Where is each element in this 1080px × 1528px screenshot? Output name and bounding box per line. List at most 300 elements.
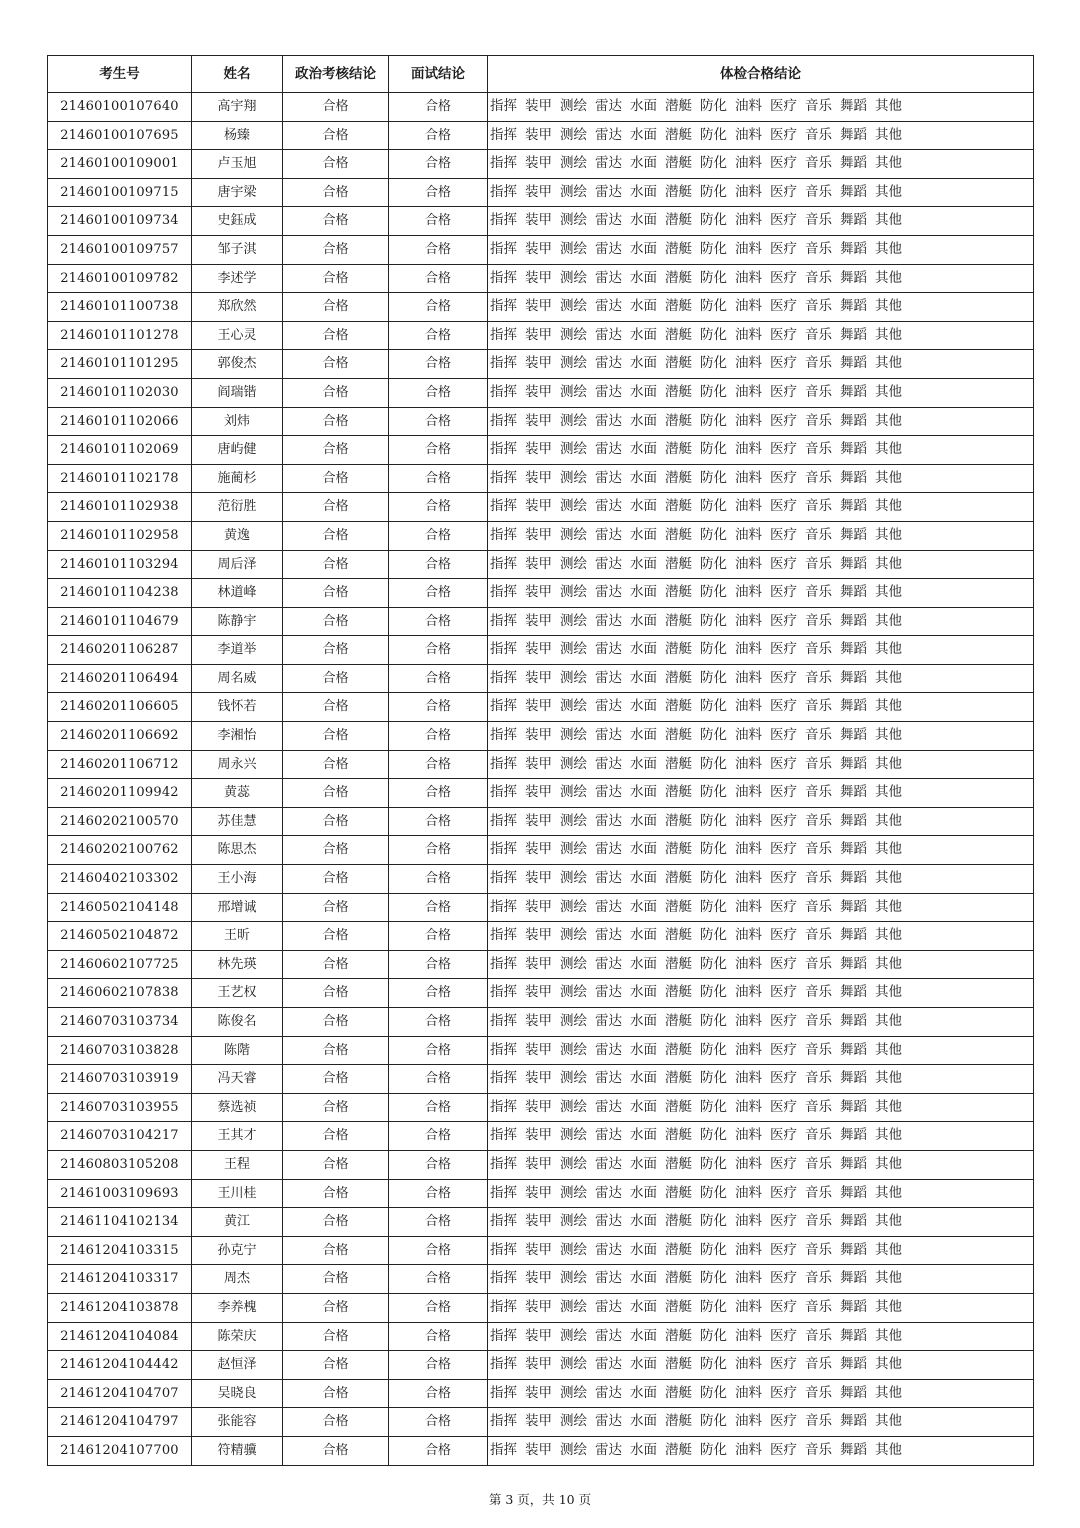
physical-category: 油料 bbox=[735, 727, 762, 744]
name-cell: 陈荣庆 bbox=[192, 1322, 283, 1351]
physical-category: 潜艇 bbox=[665, 1155, 692, 1172]
physical-category: 装甲 bbox=[525, 841, 552, 858]
physical-category: 音乐 bbox=[805, 98, 832, 114]
political-result-cell: 合格 bbox=[283, 636, 389, 665]
physical-category: 音乐 bbox=[805, 383, 832, 400]
name-cell: 邹子淇 bbox=[192, 235, 283, 264]
table-row bbox=[48, 321, 1034, 350]
physical-category: 医疗 bbox=[770, 1127, 797, 1144]
physical-category: 潜艇 bbox=[665, 841, 692, 858]
physical-category: 指挥 bbox=[490, 498, 517, 515]
physical-category: 指挥 bbox=[490, 927, 517, 944]
interview-result-cell: 合格 bbox=[389, 579, 488, 608]
physical-category: 音乐 bbox=[805, 1184, 832, 1201]
physical-category: 防化 bbox=[700, 383, 727, 400]
physical-category: 油料 bbox=[735, 1384, 762, 1401]
physical-category: 雷达 bbox=[595, 240, 622, 257]
physical-category: 潜艇 bbox=[665, 1413, 692, 1430]
physical-category: 防化 bbox=[700, 441, 727, 458]
physical-category: 测绘 bbox=[560, 1441, 587, 1458]
physical-category: 潜艇 bbox=[665, 155, 692, 172]
exam-id-cell: 21461204107700 bbox=[48, 1436, 192, 1465]
physical-category: 音乐 bbox=[805, 584, 832, 601]
physical-category: 装甲 bbox=[525, 412, 552, 429]
name-cell: 陈静宇 bbox=[192, 607, 283, 636]
exam-id-cell: 21460202100762 bbox=[48, 836, 192, 865]
political-result-cell: 合格 bbox=[283, 464, 389, 493]
exam-id-cell: 21460201106494 bbox=[48, 664, 192, 693]
physical-category: 舞蹈 bbox=[840, 469, 867, 486]
exam-id-cell: 21460100109782 bbox=[48, 264, 192, 293]
physical-category: 其他 bbox=[875, 784, 902, 801]
physical-category: 水面 bbox=[630, 183, 657, 200]
table-row bbox=[48, 579, 1034, 608]
physical-category: 测绘 bbox=[560, 698, 587, 715]
interview-result-cell: 合格 bbox=[389, 1065, 488, 1094]
political-result-cell: 合格 bbox=[283, 1293, 389, 1322]
physical-category: 油料 bbox=[735, 1241, 762, 1258]
physical-category: 医疗 bbox=[770, 1356, 797, 1373]
physical-category: 指挥 bbox=[490, 984, 517, 1001]
interview-result-cell: 合格 bbox=[389, 235, 488, 264]
physical-result-cell bbox=[488, 722, 1034, 751]
physical-result-cell bbox=[488, 664, 1034, 693]
physical-category: 油料 bbox=[735, 498, 762, 515]
physical-category: 指挥 bbox=[490, 1356, 517, 1373]
interview-result-cell: 合格 bbox=[389, 550, 488, 579]
physical-category: 测绘 bbox=[560, 1270, 587, 1287]
physical-category: 防化 bbox=[700, 641, 727, 658]
physical-category: 测绘 bbox=[560, 727, 587, 744]
table-row bbox=[48, 1179, 1034, 1208]
physical-category: 测绘 bbox=[560, 1413, 587, 1430]
name-cell: 杨臻 bbox=[192, 121, 283, 150]
political-result-cell: 合格 bbox=[283, 1208, 389, 1237]
physical-category: 雷达 bbox=[595, 584, 622, 601]
physical-category: 测绘 bbox=[560, 183, 587, 200]
table-header-row bbox=[48, 56, 1034, 93]
physical-category: 防化 bbox=[700, 927, 727, 944]
physical-category: 雷达 bbox=[595, 1413, 622, 1430]
physical-category: 测绘 bbox=[560, 1241, 587, 1258]
physical-category: 舞蹈 bbox=[840, 612, 867, 629]
physical-category: 测绘 bbox=[560, 383, 587, 400]
exam-id-cell: 21460101101278 bbox=[48, 321, 192, 350]
physical-category: 水面 bbox=[630, 1441, 657, 1458]
exam-id-cell: 21461204103878 bbox=[48, 1293, 192, 1322]
table-row bbox=[48, 464, 1034, 493]
exam-id-cell: 21460201106712 bbox=[48, 750, 192, 779]
physical-category: 测绘 bbox=[560, 298, 587, 315]
name-cell: 李养槐 bbox=[192, 1293, 283, 1322]
exam-id-cell: 21460100109734 bbox=[48, 207, 192, 236]
exam-id-cell: 21460101102030 bbox=[48, 378, 192, 407]
physical-category: 舞蹈 bbox=[840, 1070, 867, 1087]
table-row bbox=[48, 636, 1034, 665]
table-row bbox=[48, 93, 1034, 122]
physical-category: 油料 bbox=[735, 669, 762, 686]
physical-category: 音乐 bbox=[805, 355, 832, 372]
physical-category: 指挥 bbox=[490, 298, 517, 315]
physical-category: 防化 bbox=[700, 212, 727, 229]
physical-category: 医疗 bbox=[770, 1241, 797, 1258]
interview-result-cell: 合格 bbox=[389, 493, 488, 522]
physical-category: 指挥 bbox=[490, 326, 517, 343]
physical-category: 防化 bbox=[700, 240, 727, 257]
physical-category: 防化 bbox=[700, 669, 727, 686]
physical-category: 水面 bbox=[630, 441, 657, 458]
physical-category: 装甲 bbox=[525, 383, 552, 400]
physical-category: 油料 bbox=[735, 412, 762, 429]
physical-category: 其他 bbox=[875, 240, 902, 257]
exam-id-cell: 21460502104872 bbox=[48, 922, 192, 951]
physical-category: 防化 bbox=[700, 984, 727, 1001]
physical-category: 测绘 bbox=[560, 326, 587, 343]
physical-category: 装甲 bbox=[525, 441, 552, 458]
physical-category: 其他 bbox=[875, 383, 902, 400]
interview-result-cell: 合格 bbox=[389, 407, 488, 436]
physical-category: 防化 bbox=[700, 898, 727, 915]
exam-id-cell: 21460201106692 bbox=[48, 722, 192, 751]
exam-id-cell: 21460803105208 bbox=[48, 1150, 192, 1179]
physical-result-cell bbox=[488, 693, 1034, 722]
physical-category: 医疗 bbox=[770, 584, 797, 601]
physical-category: 医疗 bbox=[770, 1298, 797, 1315]
physical-category: 潜艇 bbox=[665, 412, 692, 429]
exam-id-cell: 21460101102958 bbox=[48, 521, 192, 550]
physical-category: 其他 bbox=[875, 441, 902, 458]
political-result-cell: 合格 bbox=[283, 1408, 389, 1437]
physical-category: 其他 bbox=[875, 326, 902, 343]
physical-category: 音乐 bbox=[805, 412, 832, 429]
physical-category: 医疗 bbox=[770, 984, 797, 1001]
physical-category: 音乐 bbox=[805, 1384, 832, 1401]
physical-category: 音乐 bbox=[805, 1356, 832, 1373]
physical-category: 潜艇 bbox=[665, 355, 692, 372]
physical-result-cell bbox=[488, 893, 1034, 922]
physical-category: 指挥 bbox=[490, 1070, 517, 1087]
physical-result-cell bbox=[488, 1122, 1034, 1151]
physical-category: 其他 bbox=[875, 1070, 902, 1087]
physical-category: 舞蹈 bbox=[840, 326, 867, 343]
exam-id-cell: 21460602107838 bbox=[48, 979, 192, 1008]
physical-category: 音乐 bbox=[805, 641, 832, 658]
physical-result-cell bbox=[488, 378, 1034, 407]
physical-category: 音乐 bbox=[805, 155, 832, 172]
physical-result-cell bbox=[488, 1036, 1034, 1065]
physical-category: 舞蹈 bbox=[840, 355, 867, 372]
physical-category: 油料 bbox=[735, 526, 762, 543]
physical-category: 舞蹈 bbox=[840, 1155, 867, 1172]
political-result-cell: 合格 bbox=[283, 607, 389, 636]
physical-category: 其他 bbox=[875, 183, 902, 200]
political-result-cell: 合格 bbox=[283, 1351, 389, 1380]
name-cell: 卢玉旭 bbox=[192, 150, 283, 179]
physical-category: 测绘 bbox=[560, 1213, 587, 1230]
table-row bbox=[48, 893, 1034, 922]
interview-result-cell: 合格 bbox=[389, 521, 488, 550]
physical-category: 水面 bbox=[630, 841, 657, 858]
interview-result-cell: 合格 bbox=[389, 1236, 488, 1265]
physical-category: 潜艇 bbox=[665, 984, 692, 1001]
political-result-cell: 合格 bbox=[283, 293, 389, 322]
physical-category: 油料 bbox=[735, 441, 762, 458]
physical-result-cell bbox=[488, 235, 1034, 264]
name-cell: 冯天睿 bbox=[192, 1065, 283, 1094]
physical-category: 装甲 bbox=[525, 1270, 552, 1287]
political-result-cell: 合格 bbox=[283, 722, 389, 751]
physical-category: 潜艇 bbox=[665, 1184, 692, 1201]
physical-category: 其他 bbox=[875, 584, 902, 601]
physical-category: 舞蹈 bbox=[840, 298, 867, 315]
interview-result-cell: 合格 bbox=[389, 979, 488, 1008]
physical-category: 防化 bbox=[700, 1213, 727, 1230]
physical-category: 音乐 bbox=[805, 870, 832, 887]
physical-category: 舞蹈 bbox=[840, 1413, 867, 1430]
exam-id-cell: 21460101104238 bbox=[48, 579, 192, 608]
physical-category: 音乐 bbox=[805, 755, 832, 772]
physical-category: 医疗 bbox=[770, 183, 797, 200]
physical-category: 舞蹈 bbox=[840, 698, 867, 715]
table-row bbox=[48, 693, 1034, 722]
physical-category: 指挥 bbox=[490, 1327, 517, 1344]
name-cell: 王川桂 bbox=[192, 1179, 283, 1208]
physical-category: 测绘 bbox=[560, 126, 587, 143]
table-row bbox=[48, 350, 1034, 379]
exam-id-cell: 21461003109693 bbox=[48, 1179, 192, 1208]
political-result-cell: 合格 bbox=[283, 493, 389, 522]
physical-category: 舞蹈 bbox=[840, 1441, 867, 1458]
physical-category: 指挥 bbox=[490, 555, 517, 572]
table-row bbox=[48, 1436, 1034, 1465]
physical-category: 其他 bbox=[875, 641, 902, 658]
table-row bbox=[48, 1236, 1034, 1265]
physical-category: 医疗 bbox=[770, 1441, 797, 1458]
physical-category: 雷达 bbox=[595, 469, 622, 486]
physical-category: 油料 bbox=[735, 1155, 762, 1172]
physical-category: 音乐 bbox=[805, 126, 832, 143]
political-result-cell: 合格 bbox=[283, 1379, 389, 1408]
physical-category: 测绘 bbox=[560, 1327, 587, 1344]
physical-category: 防化 bbox=[700, 526, 727, 543]
physical-category: 舞蹈 bbox=[840, 641, 867, 658]
physical-category: 其他 bbox=[875, 669, 902, 686]
physical-category: 雷达 bbox=[595, 784, 622, 801]
physical-category: 潜艇 bbox=[665, 1298, 692, 1315]
physical-category: 指挥 bbox=[490, 183, 517, 200]
physical-result-cell bbox=[488, 750, 1034, 779]
physical-category: 潜艇 bbox=[665, 727, 692, 744]
header-name: 姓名 bbox=[192, 56, 283, 93]
physical-category: 水面 bbox=[630, 298, 657, 315]
interview-result-cell: 合格 bbox=[389, 865, 488, 894]
physical-category: 雷达 bbox=[595, 98, 622, 114]
physical-category: 防化 bbox=[700, 469, 727, 486]
exam-id-cell: 21460101102066 bbox=[48, 407, 192, 436]
physical-category: 装甲 bbox=[525, 126, 552, 143]
political-result-cell: 合格 bbox=[283, 436, 389, 465]
physical-category: 潜艇 bbox=[665, 898, 692, 915]
name-cell: 符精骥 bbox=[192, 1436, 283, 1465]
physical-category: 指挥 bbox=[490, 1413, 517, 1430]
interview-result-cell: 合格 bbox=[389, 207, 488, 236]
physical-category: 油料 bbox=[735, 269, 762, 286]
physical-category: 潜艇 bbox=[665, 469, 692, 486]
physical-category: 医疗 bbox=[770, 841, 797, 858]
physical-category: 雷达 bbox=[595, 155, 622, 172]
physical-category: 其他 bbox=[875, 812, 902, 829]
physical-category: 油料 bbox=[735, 240, 762, 257]
physical-category: 测绘 bbox=[560, 212, 587, 229]
physical-category: 潜艇 bbox=[665, 1098, 692, 1115]
physical-category: 雷达 bbox=[595, 1070, 622, 1087]
exam-id-cell: 21461204104442 bbox=[48, 1351, 192, 1380]
physical-result-cell bbox=[488, 493, 1034, 522]
physical-category: 防化 bbox=[700, 355, 727, 372]
physical-category: 装甲 bbox=[525, 641, 552, 658]
physical-category: 指挥 bbox=[490, 755, 517, 772]
exam-id-cell: 21460100109001 bbox=[48, 150, 192, 179]
physical-category: 雷达 bbox=[595, 870, 622, 887]
physical-category: 音乐 bbox=[805, 898, 832, 915]
interview-result-cell: 合格 bbox=[389, 779, 488, 808]
physical-result-cell bbox=[488, 464, 1034, 493]
physical-category: 测绘 bbox=[560, 469, 587, 486]
physical-category: 其他 bbox=[875, 984, 902, 1001]
physical-category: 其他 bbox=[875, 1441, 902, 1458]
physical-category: 水面 bbox=[630, 1384, 657, 1401]
physical-category: 舞蹈 bbox=[840, 183, 867, 200]
physical-category: 其他 bbox=[875, 1041, 902, 1058]
physical-category: 指挥 bbox=[490, 727, 517, 744]
political-result-cell: 合格 bbox=[283, 207, 389, 236]
physical-category: 指挥 bbox=[490, 212, 517, 229]
physical-category: 舞蹈 bbox=[840, 1356, 867, 1373]
physical-result-cell bbox=[488, 1008, 1034, 1037]
physical-category: 指挥 bbox=[490, 584, 517, 601]
physical-category: 防化 bbox=[700, 870, 727, 887]
interview-result-cell: 合格 bbox=[389, 378, 488, 407]
name-cell: 史鈺成 bbox=[192, 207, 283, 236]
physical-category: 雷达 bbox=[595, 441, 622, 458]
physical-category: 潜艇 bbox=[665, 1327, 692, 1344]
political-result-cell: 合格 bbox=[283, 1436, 389, 1465]
physical-result-cell bbox=[488, 207, 1034, 236]
exam-id-cell: 21461204104084 bbox=[48, 1322, 192, 1351]
physical-result-cell bbox=[488, 922, 1034, 951]
physical-category: 防化 bbox=[700, 1013, 727, 1029]
physical-category: 装甲 bbox=[525, 183, 552, 200]
interview-result-cell: 合格 bbox=[389, 1008, 488, 1037]
physical-category: 指挥 bbox=[490, 1384, 517, 1401]
political-result-cell: 合格 bbox=[283, 150, 389, 179]
physical-category: 水面 bbox=[630, 955, 657, 972]
physical-category: 油料 bbox=[735, 1184, 762, 1201]
name-cell: 高宇翔 bbox=[192, 93, 283, 122]
physical-category: 装甲 bbox=[525, 1013, 552, 1029]
physical-category: 潜艇 bbox=[665, 955, 692, 972]
physical-category: 音乐 bbox=[805, 1298, 832, 1315]
physical-category: 装甲 bbox=[525, 612, 552, 629]
physical-category: 其他 bbox=[875, 469, 902, 486]
physical-category: 医疗 bbox=[770, 1384, 797, 1401]
table-row bbox=[48, 607, 1034, 636]
political-result-cell: 合格 bbox=[283, 1065, 389, 1094]
physical-category: 油料 bbox=[735, 698, 762, 715]
physical-result-cell bbox=[488, 1179, 1034, 1208]
interview-result-cell: 合格 bbox=[389, 321, 488, 350]
physical-category: 水面 bbox=[630, 1327, 657, 1344]
physical-category: 音乐 bbox=[805, 955, 832, 972]
physical-category: 医疗 bbox=[770, 1327, 797, 1344]
physical-category: 装甲 bbox=[525, 212, 552, 229]
physical-category: 油料 bbox=[735, 355, 762, 372]
physical-category: 装甲 bbox=[525, 1213, 552, 1230]
results-table bbox=[47, 55, 1034, 1466]
physical-category: 舞蹈 bbox=[840, 412, 867, 429]
physical-category: 雷达 bbox=[595, 412, 622, 429]
exam-id-cell: 21460202100570 bbox=[48, 807, 192, 836]
physical-category: 雷达 bbox=[595, 669, 622, 686]
table-row bbox=[48, 1379, 1034, 1408]
physical-category: 音乐 bbox=[805, 526, 832, 543]
physical-category: 舞蹈 bbox=[840, 1098, 867, 1115]
table-row bbox=[48, 550, 1034, 579]
name-cell: 陈階 bbox=[192, 1036, 283, 1065]
physical-category: 医疗 bbox=[770, 555, 797, 572]
physical-category: 油料 bbox=[735, 1098, 762, 1115]
exam-id-cell: 21460703103919 bbox=[48, 1065, 192, 1094]
physical-category: 测绘 bbox=[560, 841, 587, 858]
physical-category: 潜艇 bbox=[665, 183, 692, 200]
physical-result-cell bbox=[488, 1208, 1034, 1237]
physical-category: 油料 bbox=[735, 1041, 762, 1058]
physical-category: 雷达 bbox=[595, 1298, 622, 1315]
interview-result-cell: 合格 bbox=[389, 436, 488, 465]
physical-category: 防化 bbox=[700, 1413, 727, 1430]
physical-category: 雷达 bbox=[595, 812, 622, 829]
table-row bbox=[48, 1036, 1034, 1065]
physical-category: 油料 bbox=[735, 183, 762, 200]
exam-id-cell: 21461204103315 bbox=[48, 1236, 192, 1265]
header-interview: 面试结论 bbox=[389, 56, 488, 93]
physical-category: 音乐 bbox=[805, 1413, 832, 1430]
physical-category: 潜艇 bbox=[665, 1070, 692, 1087]
physical-category: 指挥 bbox=[490, 641, 517, 658]
physical-category: 音乐 bbox=[805, 326, 832, 343]
physical-category: 音乐 bbox=[805, 1241, 832, 1258]
physical-category: 潜艇 bbox=[665, 269, 692, 286]
physical-category: 舞蹈 bbox=[840, 269, 867, 286]
name-cell: 孙克宁 bbox=[192, 1236, 283, 1265]
interview-result-cell: 合格 bbox=[389, 1036, 488, 1065]
physical-category: 雷达 bbox=[595, 555, 622, 572]
physical-category: 指挥 bbox=[490, 1213, 517, 1230]
physical-category: 装甲 bbox=[525, 727, 552, 744]
political-result-cell: 合格 bbox=[283, 235, 389, 264]
interview-result-cell: 合格 bbox=[389, 922, 488, 951]
physical-category: 测绘 bbox=[560, 269, 587, 286]
physical-category: 装甲 bbox=[525, 355, 552, 372]
physical-category: 雷达 bbox=[595, 984, 622, 1001]
physical-category: 指挥 bbox=[490, 1013, 517, 1029]
physical-category: 防化 bbox=[700, 326, 727, 343]
physical-category: 其他 bbox=[875, 727, 902, 744]
physical-category: 医疗 bbox=[770, 441, 797, 458]
physical-category: 其他 bbox=[875, 355, 902, 372]
physical-category: 舞蹈 bbox=[840, 441, 867, 458]
physical-category: 防化 bbox=[700, 612, 727, 629]
